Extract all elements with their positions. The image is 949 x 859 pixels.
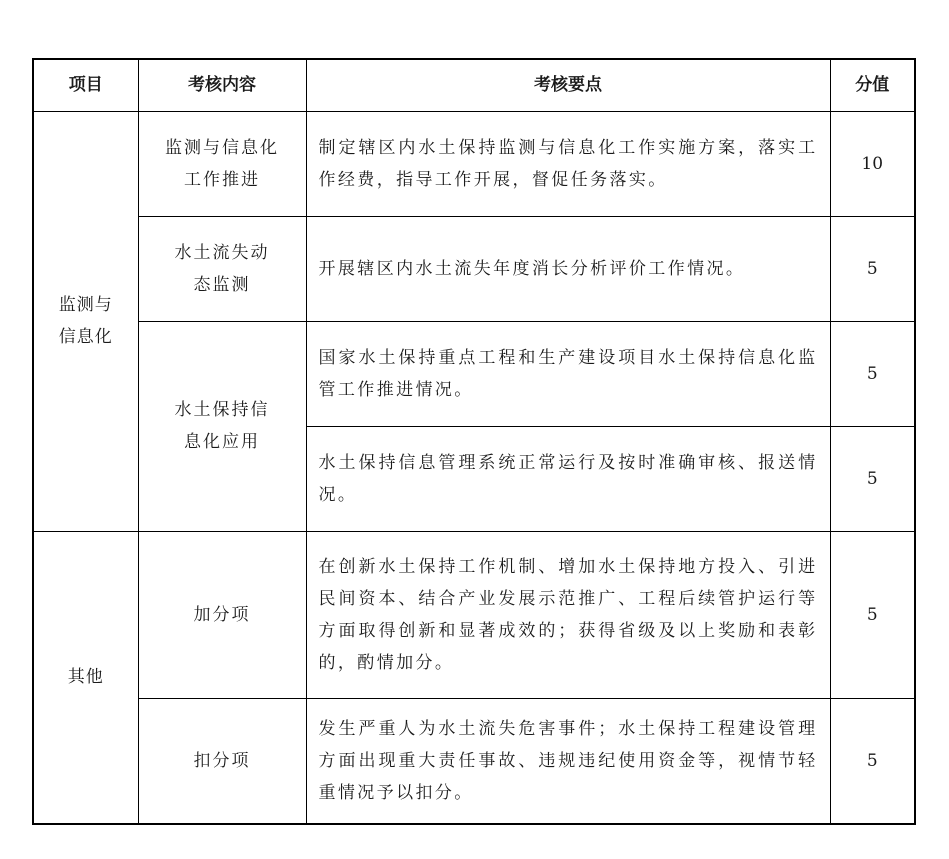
score-cell: 5 — [830, 216, 915, 321]
points-cell: 制定辖区内水土保持监测与信息化工作实施方案，落实工作经费，指导工作开展，督促任务落实。 — [306, 111, 830, 216]
header-item: 项目 — [33, 59, 138, 111]
content-cell: 加分项 — [138, 531, 306, 698]
table-row — [33, 698, 915, 824]
content-label: 水土流失动态监测 — [174, 242, 270, 295]
table-header-row — [33, 59, 915, 111]
points-cell: 在创新水土保持工作机制、增加水土保持地方投入、引进民间资本、结合产业发展示范推广、工程后续管护运行等方面取得创新和显著成效的；获得省级及以上奖励和表彰的，酌情加分。 — [306, 531, 830, 698]
points-cell: 国家水土保持重点工程和生产建设项目水土保持信息化监管工作推进情况。 — [306, 321, 830, 426]
score-cell: 5 — [830, 426, 915, 531]
score-cell: 5 — [830, 698, 915, 824]
content-cell: 扣分项 — [138, 698, 306, 824]
group-item-other: 其他 — [33, 531, 138, 824]
score-cell: 5 — [830, 531, 915, 698]
points-cell: 发生严重人为水土流失危害事件；水土保持工程建设管理方面出现重大责任事故、违规违纪使用资金等，视情节轻重情况予以扣分。 — [306, 698, 830, 824]
table-row — [33, 321, 915, 426]
group-item-monitoring — [33, 111, 138, 531]
content-cell — [138, 111, 306, 216]
content-label: 水土保持信息化应用 — [174, 400, 270, 452]
header-score: 分值 — [830, 59, 915, 111]
table-row — [33, 111, 915, 216]
score-cell: 10 — [830, 111, 915, 216]
score-cell: 5 — [830, 321, 915, 426]
content-label: 监测与信息化工作推进 — [165, 137, 279, 190]
group-item-label: 监测与信息化 — [58, 295, 113, 347]
points-cell: 水土保持信息管理系统正常运行及按时准确审核、报送情况。 — [306, 426, 830, 531]
header-content: 考核内容 — [138, 59, 306, 111]
content-cell — [138, 216, 306, 321]
header-points: 考核要点 — [306, 59, 830, 111]
table-row — [33, 216, 915, 321]
content-cell — [138, 321, 306, 531]
assessment-table — [32, 58, 916, 825]
points-cell: 开展辖区内水土流失年度消长分析评价工作情况。 — [306, 216, 830, 321]
table-row — [33, 531, 915, 698]
